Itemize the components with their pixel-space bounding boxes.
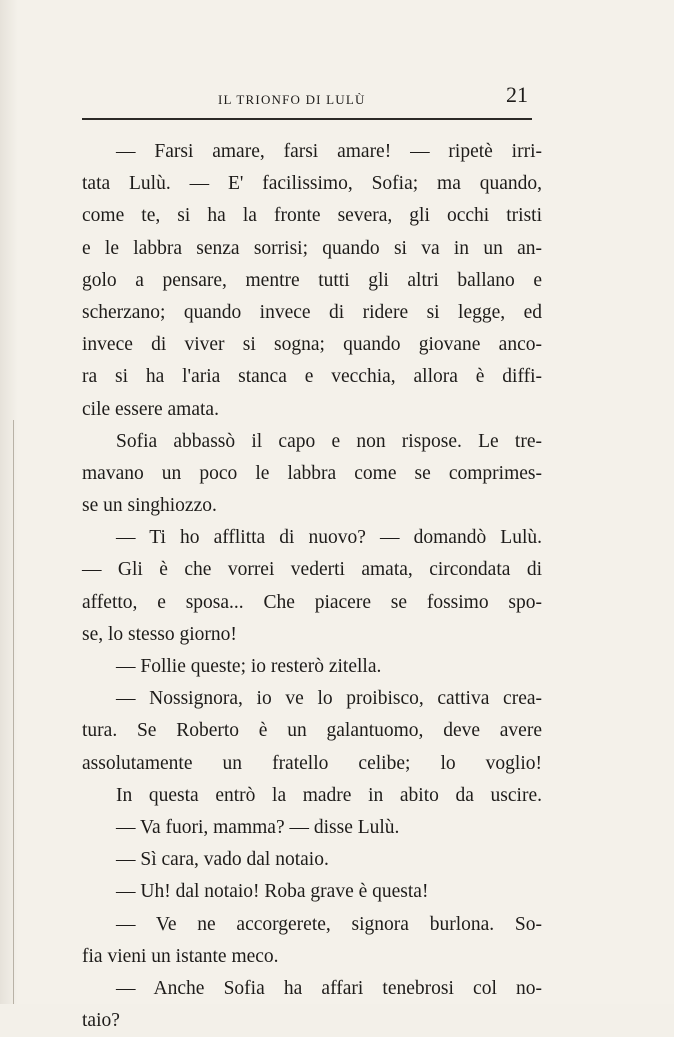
text-line: affetto, e sposa... Che piacere se fossimo spo- [82, 591, 542, 613]
text-line: mavano un poco le labbra come se comprimes- [82, 462, 542, 484]
text-line: cile essere amata. [82, 398, 219, 420]
text-line: tata Lulù. — E' facilissimo, Sofia; ma quando, [82, 173, 542, 195]
body-text [82, 136, 542, 1037]
text-line: scherzano; quando invece di ridere si legge, ed [82, 301, 542, 323]
text-line: tura. Se Roberto è un galantuomo, deve avere [82, 720, 542, 742]
text-line: se, lo stesso giorno! [82, 623, 237, 645]
text-line: — Nossignora, io ve lo proibisco, cattiva crea- [116, 688, 542, 710]
text-line: assolutamente un fratello celibe; lo voglio! [82, 752, 542, 774]
text-line: — Va fuori, mamma? — disse Lulù. [116, 816, 400, 838]
running-title: IL TRIONFO DI LULÙ [218, 92, 366, 107]
text-line: In questa entrò la madre in abito da uscire. [116, 784, 542, 806]
text-line: — Gli è che vorrei vederti amata, circondata di [82, 559, 542, 581]
binding-crease [13, 420, 14, 1004]
text-line: — Uh! dal notaio! Roba grave è questa! [116, 881, 429, 903]
binding-shadow [0, 0, 18, 1004]
text-line: fia vieni un istante meco. [82, 945, 279, 967]
text-line: taio? [82, 1010, 120, 1032]
text-line: e le labbra senza sorrisi; quando si va in un an- [82, 237, 542, 259]
text-line: Sofia abbassò il capo e non rispose. Le tre- [116, 430, 542, 452]
text-line: — Sì cara, vado dal notaio. [116, 849, 329, 871]
text-line: se un singhiozzo. [82, 495, 217, 517]
text-line: — Follie queste; io resterò zitella. [116, 656, 382, 677]
text-line: — Ti ho afflitta di nuovo? — domandò Lulù. [116, 527, 542, 549]
text-line: ra si ha l'aria stanca e vecchia, allora è diffi- [82, 366, 542, 388]
page-number: 21 [506, 82, 528, 107]
text-line: come te, si ha la fronte severa, gli occhi tristi [82, 205, 542, 227]
text-line: — Farsi amare, farsi amare! — ripetè irri- [116, 141, 542, 162]
text-line: invece di viver si sogna; quando giovane anco- [82, 334, 542, 356]
header-rule [82, 118, 532, 120]
text-line: — Ve ne accorgerete, signora burlona. So- [116, 913, 542, 935]
text-line: golo a pensare, mentre tutti gli altri ballano e [82, 269, 542, 291]
page-header [82, 80, 532, 120]
text-line: — Anche Sofia ha affari tenebrosi col no- [116, 977, 542, 999]
